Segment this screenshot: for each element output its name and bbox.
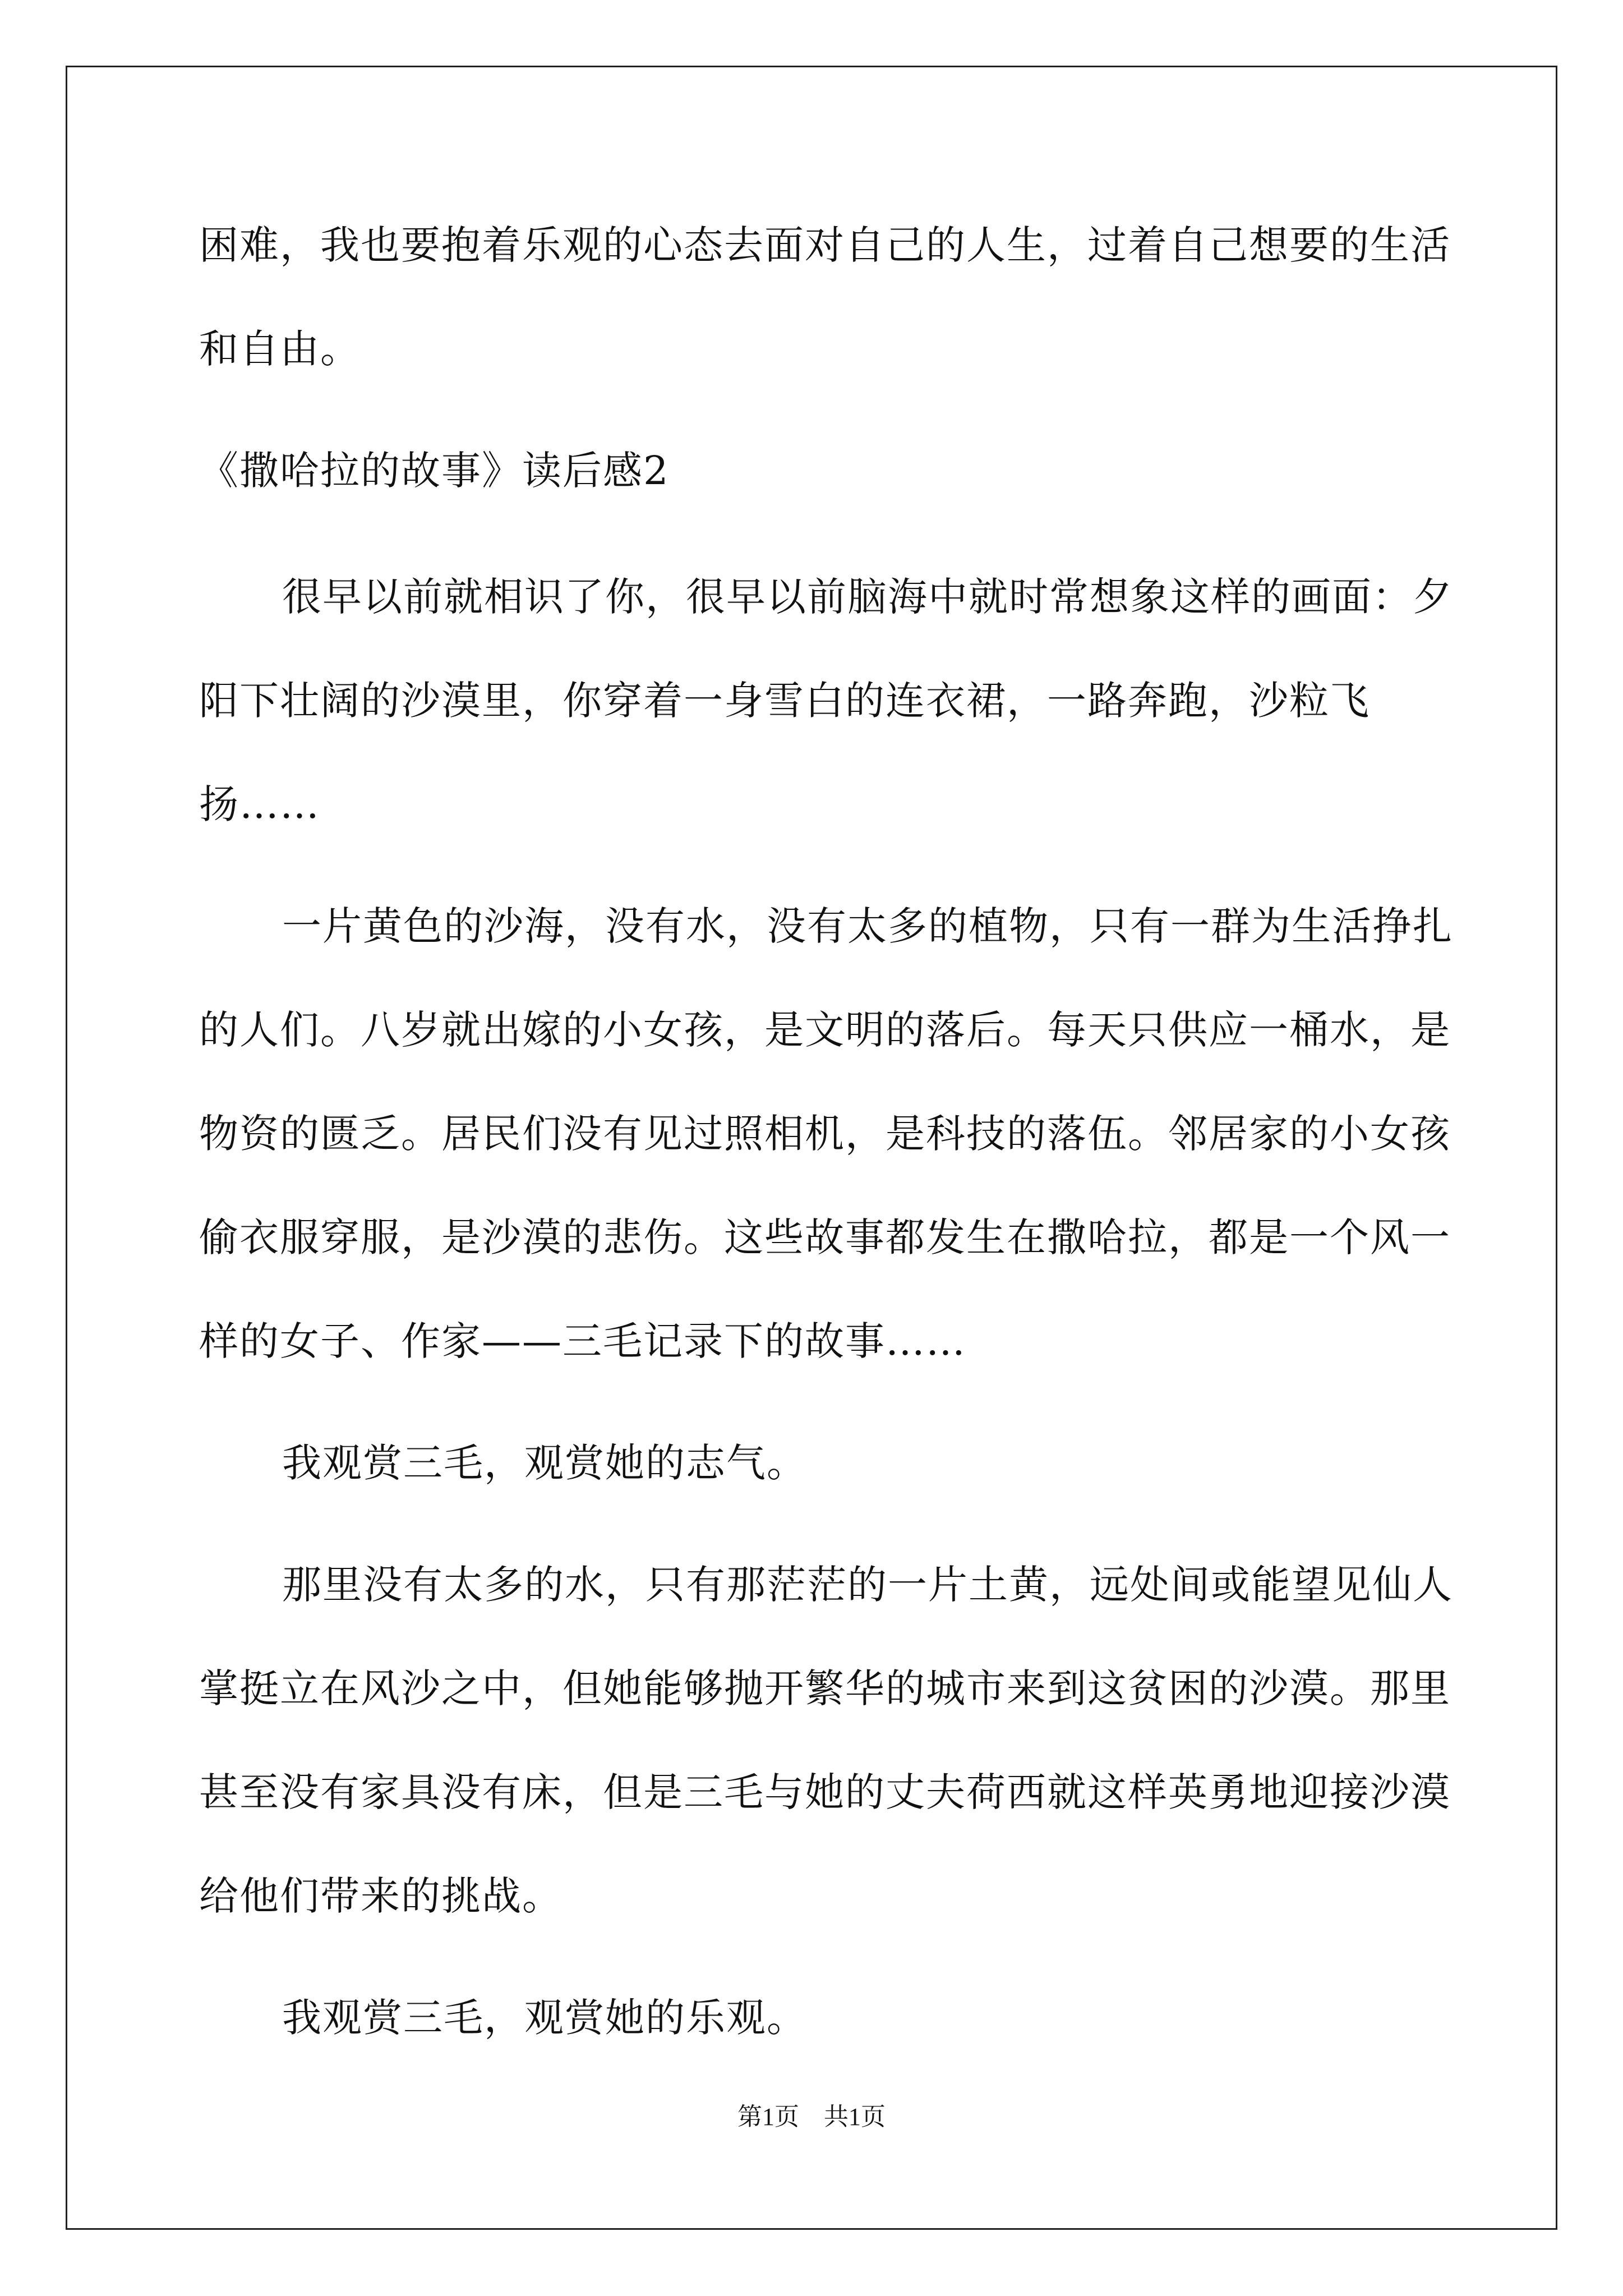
paragraph: 很早以前就相识了你，很早以前脑海中就时常想象这样的画面：夕阳下壮阔的沙漠里，你穿着一身雪白的连衣裙，一路奔跑，沙粒飞扬…… — [199, 574, 1453, 827]
paragraph: 那里没有太多的水，只有那茫茫的一片土黄，远处间或能望见仙人掌挺立在风沙之中，但她能够抛开繁华的城市来到这贫困的沙漠。那里甚至没有家具没有床，但是三毛与她的丈夫荷西就这样英勇地迎接沙漠给他们带来的挑战。 — [199, 1562, 1453, 1919]
paragraph-continuation: 困难，我也要抱着乐观的心态去面对自己的人生，过着自己想要的生活和自由。 — [199, 222, 1451, 372]
paragraph: 我观赏三毛，观赏她的乐观。 — [282, 1995, 807, 2041]
page-number-footer: 第1页 共1页 — [737, 2103, 886, 2131]
section-title: 《撒哈拉的故事》读后感2 — [199, 448, 670, 494]
document-body — [199, 194, 1461, 2088]
paragraph: 我观赏三毛，观赏她的志气。 — [282, 1440, 807, 1486]
paragraph: 一片黄色的沙海，没有水，没有太多的植物，只有一群为生活挣扎的人们。八岁就出嫁的小女孩，是文明的落后。每天只供应一桶水，是物资的匮乏。居民们没有见过照相机，是科技的落伍。邻居家的小女孩偷衣服穿服，是沙漠的悲伤。这些故事都发生在撒哈拉，都是一个风一样的女子、作家——三毛记录下的故事…… — [199, 903, 1453, 1364]
